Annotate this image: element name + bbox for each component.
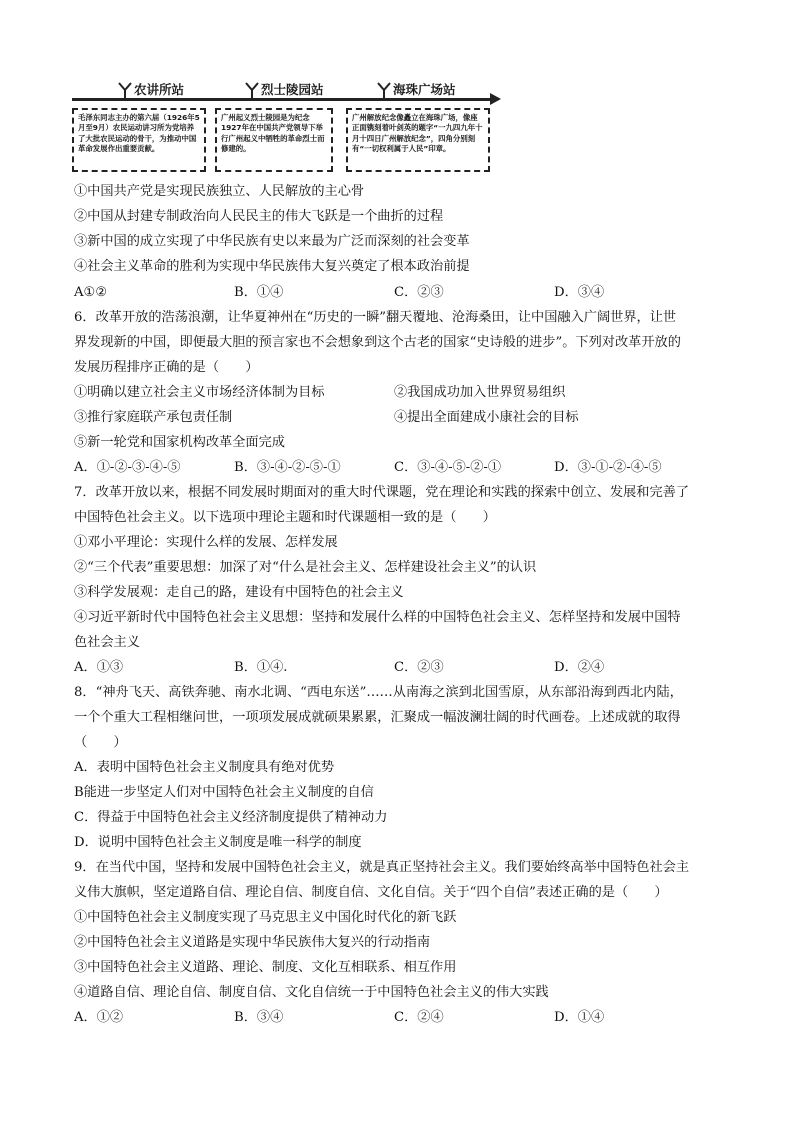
option-b: B．③-④-②-⑤-① [234,460,341,475]
option-b: B．①④ [234,285,284,300]
question-stem: 一个个重大工程相继问世，一项项发展成就硕果累累，汇聚成一幅波澜壮阔的时代画卷。上述成就的取得 [74,710,681,725]
question-stem: （ ） [74,735,127,750]
statement: ④提出全面建成小康社会的目标 [394,410,579,425]
statement: ⑤新一轮党和国家机构改革全面完成 [74,435,285,450]
station-info-box: 广州起义烈士陵园是为纪念1927年在中国共产党领导下举行广州起义中牺牲的革命烈士而修建的。 [215,108,333,172]
statement: ④道路自信、理论自信、制度自信、文化自信统一于中国特色社会主义的伟大实践 [74,985,549,1000]
metro-icon [118,82,132,98]
metro-icon [245,82,259,98]
question-stem: 7．改革开放以来，根据不同发展时期面对的重大时代课题，党在理论和实践的探索中创立、发展和完善了 [74,485,690,500]
option-a: A．①③ [74,660,124,675]
statement: ②“三个代表”重要思想：加深了对“什么是社会主义、怎样建设社会主义”的认识 [74,560,537,575]
option-b: B．①④. [234,660,288,675]
question-stem: 义伟大旗帜，坚定道路自信、理论自信、制度自信、文化自信。关于“四个自信”表述正确的是（ ） [74,885,668,900]
option-c: C．③-④-⑤-②-① [394,460,502,475]
station-name: 海珠广场站 [393,82,456,97]
statement: ④习近平新时代中国特色社会主义思想：坚持和发展什么样的中国特色社会主义、怎样坚持和发展中国特 [74,610,681,625]
statement: ③新中国的成立实现了中华民族有史以来最为广泛而深刻的社会变革 [74,234,470,249]
question-stem: 9．在当代中国，坚持和发展中国特色社会主义，就是真正坚持社会主义。我们要始终高举中国特色社会主 [74,860,690,875]
metro-icon [377,82,391,98]
statement: ④社会主义革命的胜利为实现中华民族伟大复兴奠定了根本政治前提 [74,259,470,274]
question-stem: 界发现新的中国，即便最大胆的预言家也不会想象到这个古老的国家“史诗般的进步”。下列对改革开放的 [74,335,681,350]
statement: ②中国特色社会主义道路是实现中华民族伟大复兴的行动指南 [74,935,431,950]
station-info-box: 广州解放纪念像矗立在海珠广场，像座正面镌刻着叶剑英的题字“一九四九年十月十四日广州解放纪念”，四角分别刻有“一切权利属于人民”印章。 [346,108,490,172]
metro-timeline-figure [70,78,502,178]
statement: ③科学发展观：走自己的路，建设有中国特色的社会主义 [74,585,404,600]
station-info-box: 毛泽东同志主办的第六届（1926年5月至9月）农民运动讲习所为党培养了大批农民运动的骨干，为推动中国革命发展作出重要贡献。 [72,108,206,172]
statement: 色社会主义 [74,635,140,650]
station-name: 烈士陵园站 [261,82,324,97]
option-c: C．②③ [394,660,444,675]
statement: ③推行家庭联产承包责任制 [74,410,233,425]
option-c: C．②③ [394,285,444,300]
question-stem: 中国特色社会主义。以下选项中理论主题和时代课题相一致的是（ ） [74,510,496,525]
statement: ③中国特色社会主义道路、理论、制度、文化互相联系、相互作用 [74,960,457,975]
option-d: D．③④ [554,285,605,300]
option-a: A①② [74,285,108,300]
option-c: C．②④ [394,1010,444,1025]
question-stem: 6．改革开放的浩荡浪潮，让华夏神州在“历史的一瞬”翻天覆地、沧海桑田，让中国融入广阔世界，让世 [74,310,677,325]
statement: ②中国从封建专制政治向人民民主的伟大飞跃是一个曲折的过程 [74,209,444,224]
station-haizhuguangchang [377,78,456,98]
option-d: D．③-①-②-④-⑤ [554,460,662,475]
option-a: A．①② [74,1010,124,1025]
statement: ①中国特色社会主义制度实现了马克思主义中国化时代化的新飞跃 [74,910,457,925]
option-c: C．得益于中国特色社会主义经济制度提供了精神动力 [74,810,388,825]
question-stem: 发展历程排序正确的是（ ） [74,360,259,375]
option-a: A．①-②-③-④-⑤ [74,460,181,475]
option-b: B能进一步坚定人们对中国特色社会主义制度的自信 [74,785,374,800]
station-name: 农讲所站 [134,82,185,97]
option-a: A．表明中国特色社会主义制度具有绝对优势 [74,760,335,775]
option-d: D．①④ [554,1010,605,1025]
option-d: D．说明中国特色社会主义制度是唯一科学的制度 [74,835,362,850]
station-nongjiangsuo [118,78,184,98]
station-lieshilingyuan [245,78,324,98]
option-b: B．③④ [234,1010,284,1025]
statement: ①邓小平理论：实现什么样的发展、怎样发展 [74,535,338,550]
timeline-arrowhead [490,93,501,105]
statement: ②我国成功加入世界贸易组织 [394,385,566,400]
timeline-axis [72,98,492,101]
statement: ①中国共产党是实现民族独立、人民解放的主心骨 [74,184,365,199]
option-d: D．②④ [554,660,605,675]
question-stem: 8．“神舟飞天、高铁奔驰、南水北调、“西电东送”……从南海之滨到北国雪原，从东部沿海到西北内陆， [74,685,683,700]
statement: ①明确以建立社会主义市场经济体制为目标 [74,385,325,400]
